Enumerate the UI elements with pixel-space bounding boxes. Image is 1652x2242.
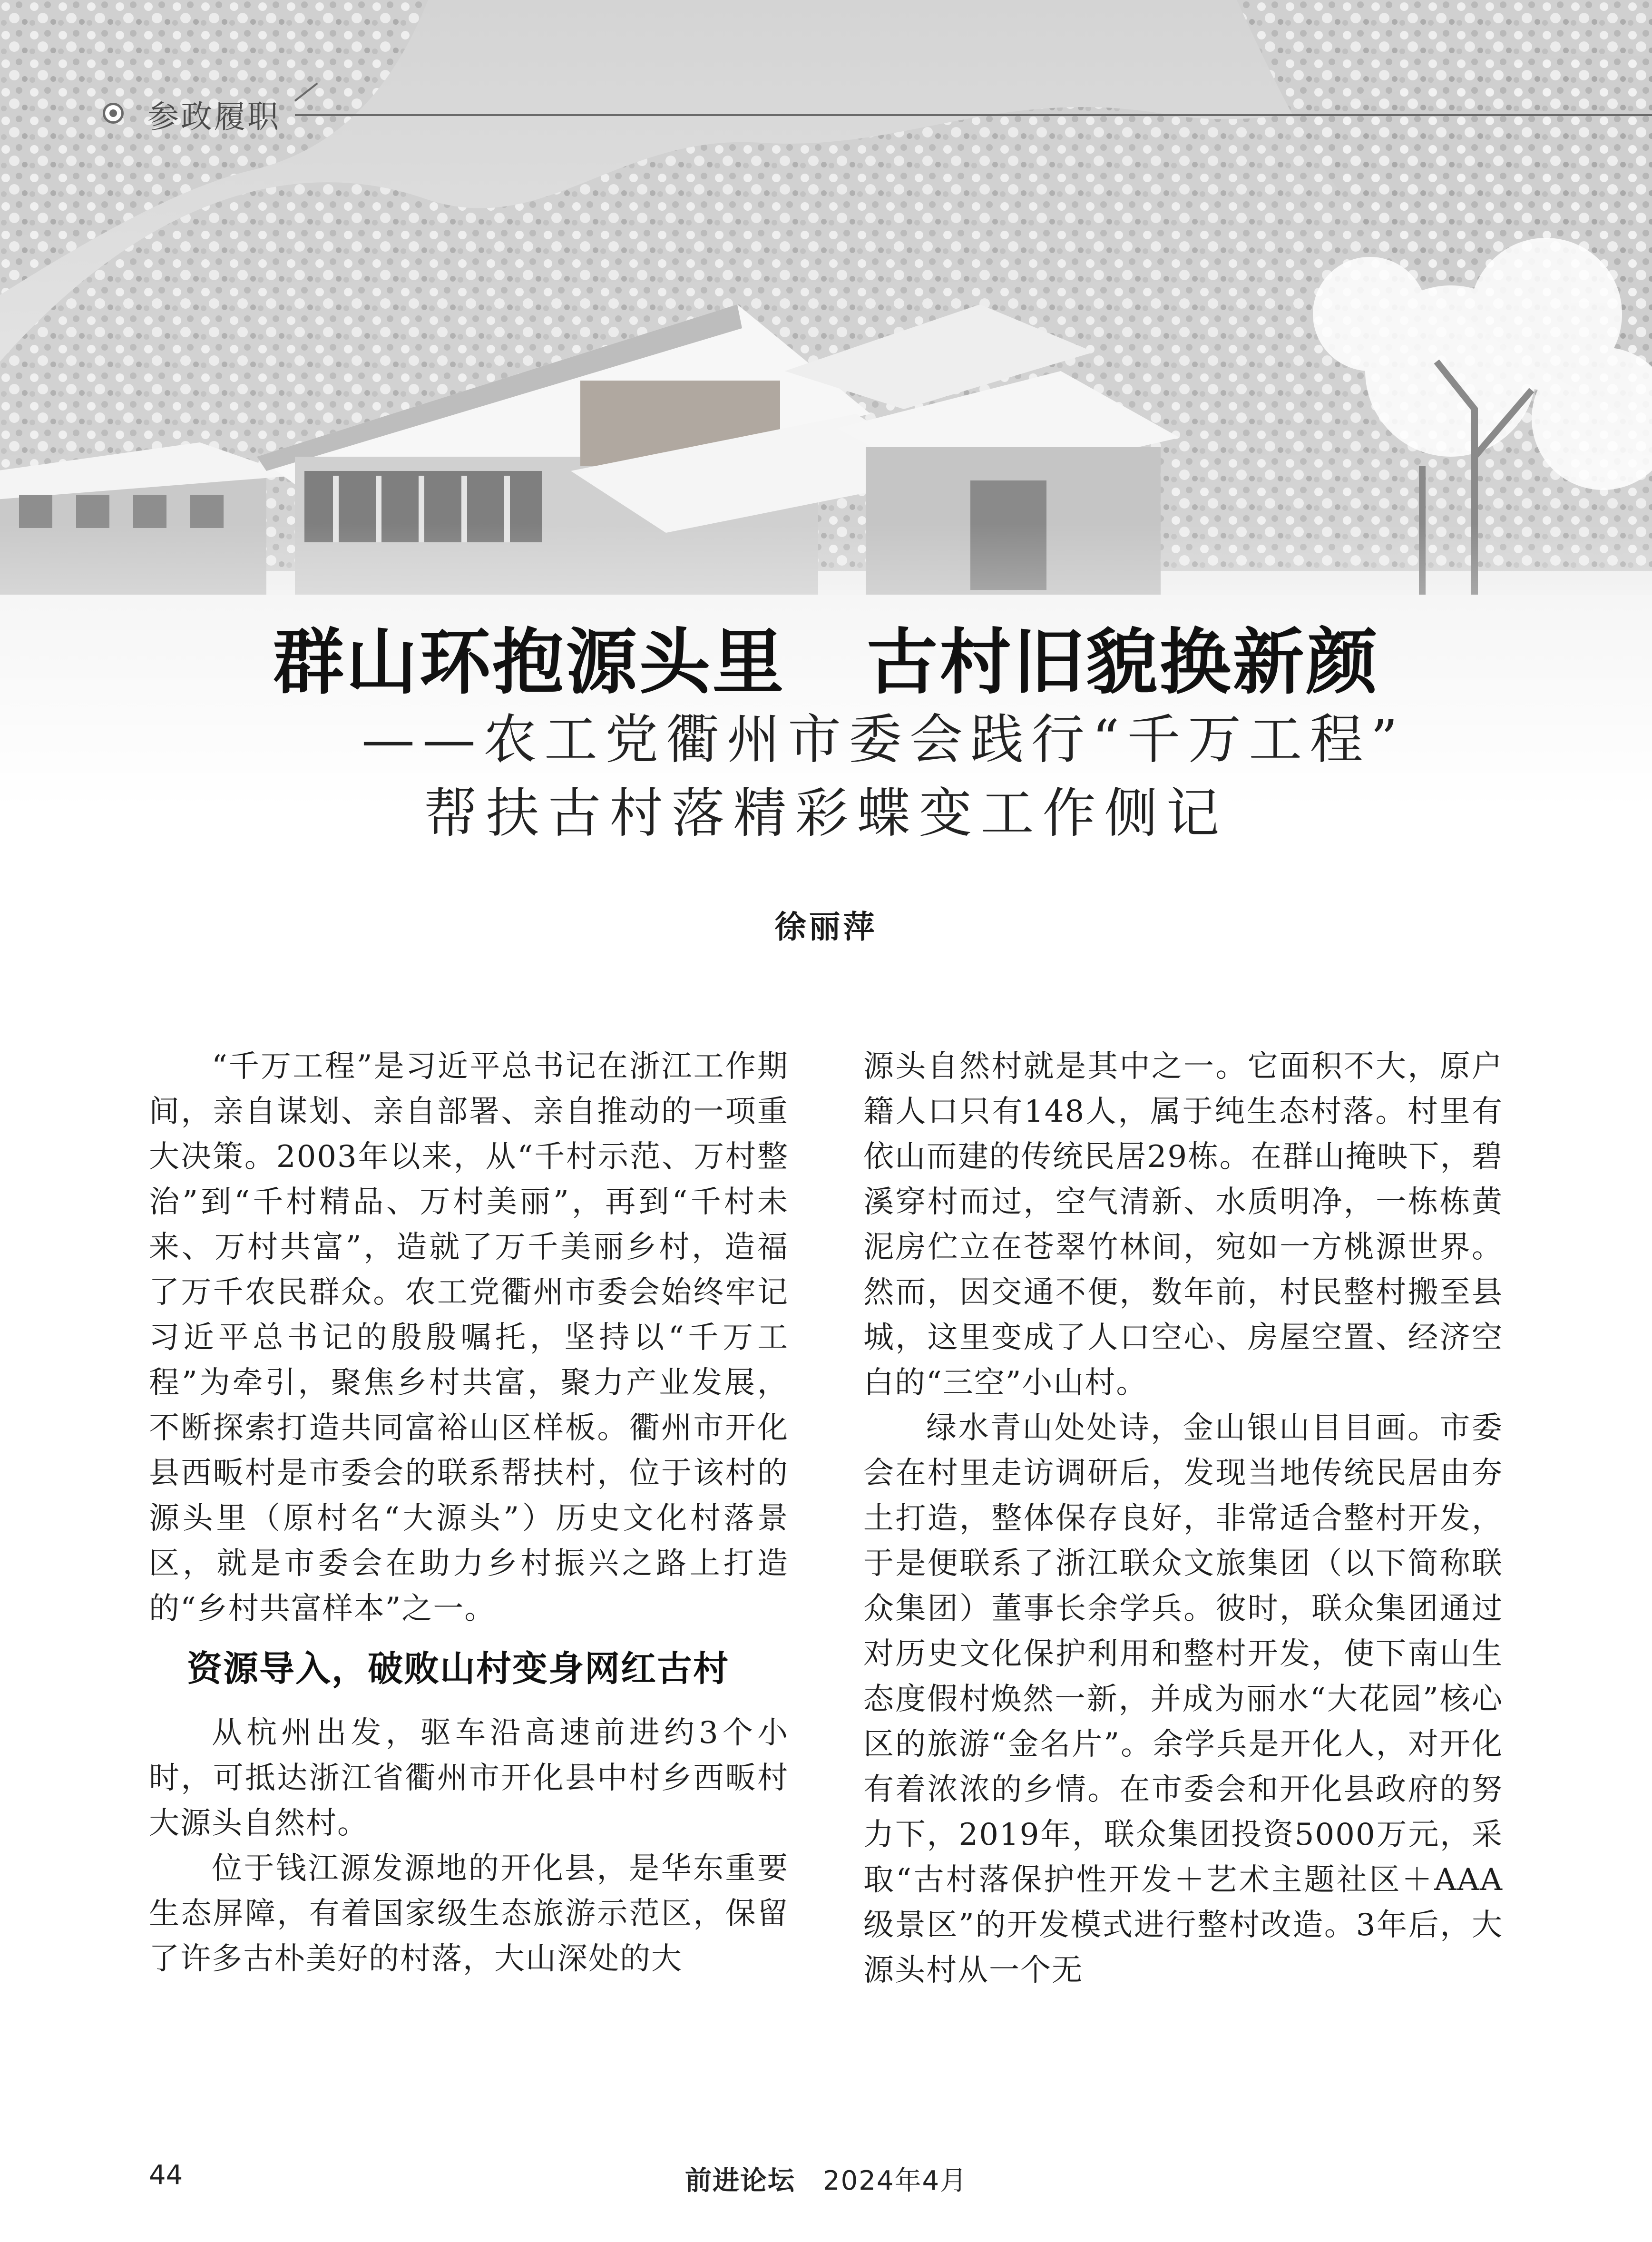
page-title — [0, 605, 1652, 707]
author-name: 徐丽萍 — [774, 909, 878, 945]
page-number: 44 — [149, 2160, 183, 2191]
title-part-2: 古村旧貌换新颜 — [866, 621, 1379, 704]
section-rule — [295, 114, 1652, 116]
title-part-1: 群山环抱源头里 — [273, 621, 786, 704]
article-column-right — [863, 1044, 1503, 1993]
article-column-left — [149, 1044, 789, 1982]
subtitle-line-2: 帮扶古村落精彩蝶变工作侧记 — [424, 783, 1228, 844]
section-rule-slash — [294, 82, 318, 101]
issue-date: 2024年4月 — [823, 2165, 968, 2196]
journal-name: 前进论坛 — [685, 2165, 795, 2196]
section-label: 参政履职 — [147, 98, 281, 135]
paragraph: 绿水青山处处诗，金山银山目目画。市委会在村里走访调研后，发现当地传统民居由夯土打造，整体保存良好，非常适合整村开发，于是便联系了浙江联众文旅集团（以下简称联众集团）董事长余学兵。彼时，联众集团通过对历史文化保护利用和整村开发，使下南山生态度假村焕然一新，并成为丽水“大花园”核心区的旅游“金名片”。余学兵是开化人，对开化有着浓浓的乡情。在市委会和开化县政府的努力下，2019年，联众集团投资5000万元，采取“古村落保护性开发＋艺术主题社区＋AAA级景区”的开发模式进行整村改造。3年后，大源头村从一个无 — [863, 1410, 1503, 1988]
page-footer — [0, 2155, 1652, 2198]
paragraph-continued: 源头自然村就是其中之一。它面积不大，原户籍人口只有148人，属于纯生态村落。村里有依山而建的传统民居29栋。在群山掩映下，碧溪穿村而过，空气清新、水质明净，一栋栋黄泥房伫立在苍翠竹林间，宛如一方桃源世界。然而，因交通不便，数年前，村民整村搬至县城，这里变成了人口空心、房屋空置、经济空白的“三空”小山村。 — [863, 1049, 1503, 1400]
paragraph: 从杭州出发，驱车沿高速前进约3个小时，可抵达浙江省衢州市开化县中村乡西畈村大源头自然村。 — [149, 1715, 789, 1841]
paragraph: “千万工程”是习近平总书记在浙江工作期间，亲自谋划、亲自部署、亲自推动的一项重大决策。2003年以来，从“千村示范、万村整治”到“千村精品、万村美丽”，再到“千村未来、万村共富”，造就了万千美丽乡村，造福了万千农民群众。农工党衢州市委会始终牢记习近平总书记的殷殷嘱托，坚持以“千万工程”为牵引，聚焦乡村共富，聚力产业发展，不断探索打造共同富裕山区样板。衢州市开化县西畈村是市委会的联系帮扶村，位于该村的源头里（原村名“大源头”）历史文化村落景区，就是市委会在助力乡村振兴之路上打造的“乡村共富样本”之一。 — [149, 1049, 789, 1626]
subtitle-line-1: ——农工党衢州市委会践行“千万工程” — [362, 709, 1406, 771]
target-circle-icon — [103, 103, 124, 124]
section-header — [95, 86, 1652, 133]
section-subheading: 资源导入，破败山村变身网红古村 — [187, 1648, 729, 1689]
paragraph: 位于钱江源发源地的开化县，是华东重要生态屏障，有着国家级生态旅游示范区，保留了许多古朴美好的村落，大山深处的大 — [149, 1851, 789, 1977]
